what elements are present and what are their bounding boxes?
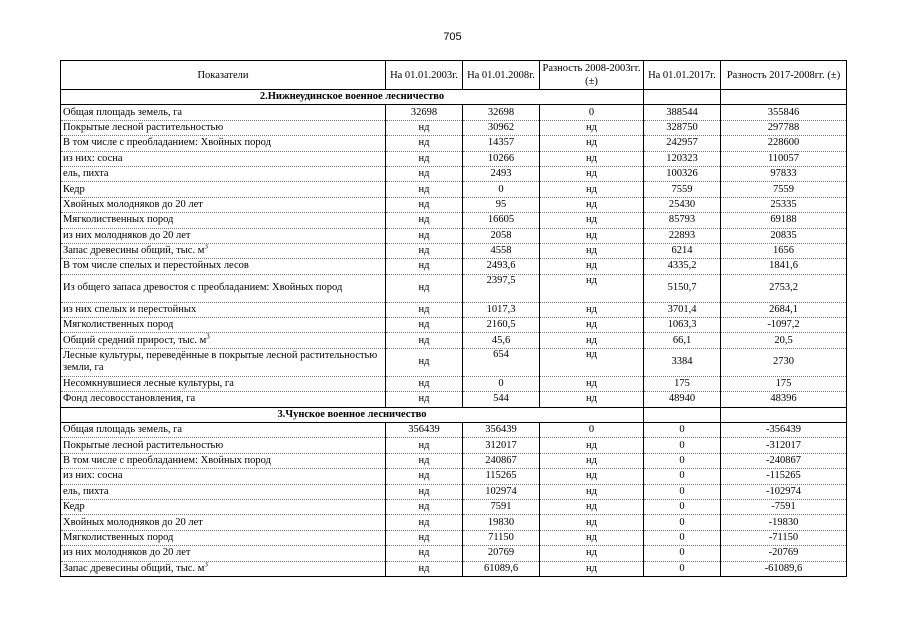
header-indicators: Показатели <box>61 61 386 90</box>
cell-c5: 48396 <box>721 392 847 407</box>
cell-c1: нд <box>386 120 463 135</box>
cell-c5: -102974 <box>721 484 847 499</box>
row-label <box>61 469 386 484</box>
unit-superscript: 3 <box>204 561 208 569</box>
cell-c5: -19830 <box>721 515 847 530</box>
cell-c2: 2058 <box>463 228 540 243</box>
unit-superscript: 3 <box>206 332 210 341</box>
cell-c3: нд <box>540 499 644 514</box>
row-label-text: Общая площадь земель, га <box>63 106 183 118</box>
cell-c3: нд <box>540 546 644 561</box>
cell-c4: 0 <box>644 469 721 484</box>
unit-superscript: 3 <box>204 243 208 251</box>
cell-c3: 0 <box>540 423 644 438</box>
cell-c2: 0 <box>463 376 540 391</box>
cell-c4: 0 <box>644 530 721 545</box>
cell-c5: 2730 <box>721 348 847 376</box>
row-label <box>61 530 386 545</box>
cell-c3: нд <box>540 228 644 243</box>
header-2017: На 01.01.2017г. <box>644 61 721 90</box>
cell-c1: нд <box>386 166 463 181</box>
cell-c1: нд <box>386 515 463 530</box>
cell-c4: 388544 <box>644 105 721 120</box>
header-2003: На 01.01.2003г. <box>386 61 463 90</box>
cell-c5: -1097,2 <box>721 318 847 333</box>
cell-c3: нд <box>540 318 644 333</box>
row-label <box>61 120 386 135</box>
cell-c1: нд <box>386 333 463 348</box>
cell-c4: 1063,3 <box>644 318 721 333</box>
table-row <box>61 105 847 120</box>
cell-c5: -356439 <box>721 423 847 438</box>
cell-c4: 5150,7 <box>644 274 721 302</box>
header-diff-2008-2003: Разность 2008-2003гг. (±) <box>540 61 644 90</box>
cell-c2: 356439 <box>463 423 540 438</box>
table-row <box>61 243 847 258</box>
cell-c5: 175 <box>721 376 847 391</box>
table-row <box>61 438 847 453</box>
header-2008: На 01.01.2008г. <box>463 61 540 90</box>
row-label <box>61 318 386 333</box>
row-label <box>61 213 386 228</box>
cell-c4: 175 <box>644 376 721 391</box>
cell-c2: 102974 <box>463 484 540 499</box>
cell-c2: 14357 <box>463 136 540 151</box>
table-row <box>61 259 847 274</box>
row-label-text: Несомкнувшиеся лесные культуры, га <box>63 378 234 390</box>
cell-c4: 25430 <box>644 197 721 212</box>
cell-c2: 7591 <box>463 499 540 514</box>
row-label <box>61 453 386 468</box>
row-label <box>61 438 386 453</box>
cell-c3: нд <box>540 136 644 151</box>
row-label-text: В том числе спелых и перестойных лесов <box>63 260 249 272</box>
cell-c2: 20769 <box>463 546 540 561</box>
row-label <box>61 197 386 212</box>
table-row <box>61 499 847 514</box>
section-title: 2.Нижнеудинское военное лесничество <box>61 90 644 105</box>
cell-c4: 6214 <box>644 243 721 258</box>
cell-c2: 16605 <box>463 213 540 228</box>
row-label <box>61 333 386 348</box>
row-label <box>61 499 386 514</box>
row-label <box>61 228 386 243</box>
cell-c4: 3701,4 <box>644 302 721 317</box>
cell-c1: нд <box>386 318 463 333</box>
row-label-text: Мягколиственных пород <box>63 319 174 331</box>
row-label <box>61 546 386 561</box>
section-blank-cell <box>721 90 847 105</box>
cell-c2: 10266 <box>463 151 540 166</box>
section-header-row <box>61 407 847 422</box>
cell-c2: 2160,5 <box>463 318 540 333</box>
row-label <box>61 151 386 166</box>
cell-c2: 544 <box>463 392 540 407</box>
row-label-text: Запас древесины общий, тыс. м <box>63 562 205 574</box>
cell-c4: 0 <box>644 438 721 453</box>
cell-c4: 0 <box>644 546 721 561</box>
cell-c5: 297788 <box>721 120 847 135</box>
row-label <box>61 182 386 197</box>
cell-c2: 1017,3 <box>463 302 540 317</box>
cell-c1: нд <box>386 274 463 302</box>
cell-c3: нд <box>540 515 644 530</box>
cell-c4: 120323 <box>644 151 721 166</box>
row-label <box>61 423 386 438</box>
table-row <box>61 302 847 317</box>
cell-c3: нд <box>540 348 644 376</box>
cell-c5: -20769 <box>721 546 847 561</box>
table-row <box>61 213 847 228</box>
row-label-text: из них: сосна <box>63 470 123 482</box>
table-row <box>61 348 847 376</box>
cell-c3: нд <box>540 453 644 468</box>
cell-c2: 45,6 <box>463 333 540 348</box>
cell-c4: 22893 <box>644 228 721 243</box>
table-row <box>61 136 847 151</box>
cell-c5: -240867 <box>721 453 847 468</box>
table-row <box>61 530 847 545</box>
table-row <box>61 376 847 391</box>
row-label <box>61 166 386 181</box>
row-label-text: В том числе с преобладанием: Хвойных пород <box>63 455 271 466</box>
cell-c3: нд <box>540 197 644 212</box>
cell-c4: 242957 <box>644 136 721 151</box>
row-label <box>61 376 386 391</box>
cell-c3: нд <box>540 376 644 391</box>
table-row <box>61 151 847 166</box>
row-label-text: Фонд лесовосстановления, га <box>63 393 196 405</box>
row-label <box>61 105 386 120</box>
row-label-text: Кедр <box>63 501 85 513</box>
row-label <box>61 136 386 151</box>
cell-c5: -61089,6 <box>721 561 847 576</box>
cell-c5: 20835 <box>721 228 847 243</box>
cell-c1: 32698 <box>386 105 463 120</box>
cell-c5: 228600 <box>721 136 847 151</box>
cell-c4: 0 <box>644 561 721 576</box>
cell-c1: нд <box>386 376 463 391</box>
row-label-text: В том числе с преобладанием: Хвойных пород <box>63 137 271 149</box>
cell-c1: нд <box>386 348 463 376</box>
row-label-text: Лесные культуры, переведённые в покрытые лесной растительностью земли, га <box>63 350 378 374</box>
cell-c3: нд <box>540 182 644 197</box>
cell-c4: 4335,2 <box>644 259 721 274</box>
cell-c5: 355846 <box>721 105 847 120</box>
page-number: 705 <box>443 31 462 43</box>
table-row <box>61 546 847 561</box>
cell-c5: 20,5 <box>721 333 847 348</box>
cell-c2: 71150 <box>463 530 540 545</box>
row-label-text: из них молодняков до 20 лет <box>63 229 191 241</box>
row-label-text: Покрытые лесной растительностью <box>63 439 224 451</box>
cell-c1: нд <box>386 392 463 407</box>
table-row <box>61 197 847 212</box>
cell-c4: 0 <box>644 484 721 499</box>
cell-c2: 61089,6 <box>463 561 540 576</box>
row-label-text: Хвойных молодняков до 20 лет <box>63 198 203 210</box>
cell-c4: 48940 <box>644 392 721 407</box>
cell-c1: нд <box>386 561 463 576</box>
cell-c3: нд <box>540 530 644 545</box>
cell-c3: нд <box>540 243 644 258</box>
row-label-text: Общий средний прирост, тыс. м <box>63 334 207 346</box>
cell-c5: -312017 <box>721 438 847 453</box>
cell-c5: -115265 <box>721 469 847 484</box>
row-label <box>61 259 386 274</box>
cell-c2: 312017 <box>463 438 540 453</box>
cell-c3: нд <box>540 469 644 484</box>
cell-c2: 95 <box>463 197 540 212</box>
cell-c5: 97833 <box>721 166 847 181</box>
cell-c1: нд <box>386 438 463 453</box>
cell-c3: нд <box>540 392 644 407</box>
table-header <box>61 61 847 90</box>
row-label <box>61 515 386 530</box>
table-row <box>61 318 847 333</box>
cell-c1: нд <box>386 259 463 274</box>
cell-c3: нд <box>540 561 644 576</box>
cell-c2: 30962 <box>463 120 540 135</box>
cell-c1: нд <box>386 469 463 484</box>
row-label <box>61 348 386 376</box>
cell-c2: 4558 <box>463 243 540 258</box>
row-label-text: из них: сосна <box>63 152 123 164</box>
row-label <box>61 484 386 499</box>
cell-c1: нд <box>386 213 463 228</box>
cell-c1: нд <box>386 151 463 166</box>
cell-c1: нд <box>386 136 463 151</box>
cell-c1: 356439 <box>386 423 463 438</box>
cell-c2: 2397,5 <box>463 274 540 302</box>
cell-c5: 1841,6 <box>721 259 847 274</box>
row-label <box>61 392 386 407</box>
cell-c2: 2493,6 <box>463 259 540 274</box>
cell-c4: 0 <box>644 453 721 468</box>
row-label <box>61 243 386 258</box>
cell-c5: 110057 <box>721 151 847 166</box>
cell-c1: нд <box>386 182 463 197</box>
cell-c4: 0 <box>644 499 721 514</box>
row-label-text: из них молодняков до 20 лет <box>63 547 191 559</box>
cell-c2: 19830 <box>463 515 540 530</box>
cell-c1: нд <box>386 228 463 243</box>
row-label-text: Из общего запаса древостоя с преобладанием: Хвойных пород <box>63 282 343 294</box>
cell-c1: нд <box>386 197 463 212</box>
table-row <box>61 166 847 181</box>
cell-c5: 25335 <box>721 197 847 212</box>
cell-c2: 654 <box>463 348 540 376</box>
table-row <box>61 228 847 243</box>
cell-c4: 85793 <box>644 213 721 228</box>
cell-c3: нд <box>540 302 644 317</box>
table-row <box>61 453 847 468</box>
section-blank-cell <box>644 90 721 105</box>
cell-c2: 240867 <box>463 453 540 468</box>
row-label <box>61 302 386 317</box>
cell-c3: нд <box>540 274 644 302</box>
cell-c4: 328750 <box>644 120 721 135</box>
cell-c3: нд <box>540 438 644 453</box>
cell-c5: 1656 <box>721 243 847 258</box>
cell-c3: нд <box>540 120 644 135</box>
cell-c1: нд <box>386 302 463 317</box>
cell-c1: нд <box>386 453 463 468</box>
row-label-text: Мягколиственных пород <box>63 214 174 226</box>
table-row <box>61 182 847 197</box>
table-row <box>61 469 847 484</box>
table-row <box>61 423 847 438</box>
cell-c3: 0 <box>540 105 644 120</box>
row-label-text: Мягколиственных пород <box>63 531 174 543</box>
forestry-table <box>60 60 847 577</box>
cell-c5: 69188 <box>721 213 847 228</box>
cell-c4: 0 <box>644 515 721 530</box>
cell-c3: нд <box>540 259 644 274</box>
cell-c1: нд <box>386 530 463 545</box>
cell-c5: 2684,1 <box>721 302 847 317</box>
table-row <box>61 274 847 302</box>
row-label-text: Общая площадь земель, га <box>63 424 183 436</box>
cell-c4: 0 <box>644 423 721 438</box>
row-label-text: ель, пихта <box>63 485 109 497</box>
table-row <box>61 515 847 530</box>
cell-c3: нд <box>540 151 644 166</box>
cell-c4: 100326 <box>644 166 721 181</box>
cell-c5: -71150 <box>721 530 847 545</box>
cell-c3: нд <box>540 484 644 499</box>
row-label-text: Кедр <box>63 183 85 195</box>
header-diff-2017-2008: Разность 2017-2008гг. (±) <box>721 61 847 90</box>
section-blank-cell <box>644 407 721 422</box>
section-header-row <box>61 90 847 105</box>
cell-c5: 7559 <box>721 182 847 197</box>
cell-c4: 3384 <box>644 348 721 376</box>
table-row <box>61 561 847 576</box>
row-label-text: Хвойных молодняков до 20 лет <box>63 516 203 528</box>
cell-c2: 2493 <box>463 166 540 181</box>
row-label <box>61 274 386 302</box>
cell-c1: нд <box>386 243 463 258</box>
row-label-text: из них спелых и перестойных <box>63 303 197 315</box>
cell-c4: 66,1 <box>644 333 721 348</box>
cell-c2: 32698 <box>463 105 540 120</box>
cell-c3: нд <box>540 166 644 181</box>
cell-c1: нд <box>386 484 463 499</box>
row-label-text: ель, пихта <box>63 168 109 180</box>
section-title: 3.Чунское военное лесничество <box>61 407 644 422</box>
table-row <box>61 392 847 407</box>
row-label-text: Запас древесины общий, тыс. м <box>63 245 205 257</box>
cell-c2: 115265 <box>463 469 540 484</box>
table-body <box>61 90 847 577</box>
cell-c3: нд <box>540 333 644 348</box>
cell-c2: 0 <box>463 182 540 197</box>
table-row <box>61 484 847 499</box>
cell-c5: 2753,2 <box>721 274 847 302</box>
cell-c3: нд <box>540 213 644 228</box>
cell-c1: нд <box>386 546 463 561</box>
table-row <box>61 120 847 135</box>
section-blank-cell <box>721 407 847 422</box>
cell-c4: 7559 <box>644 182 721 197</box>
cell-c1: нд <box>386 499 463 514</box>
cell-c5: -7591 <box>721 499 847 514</box>
row-label <box>61 561 386 576</box>
row-label-text: Покрытые лесной растительностью <box>63 121 224 133</box>
table-row <box>61 333 847 348</box>
